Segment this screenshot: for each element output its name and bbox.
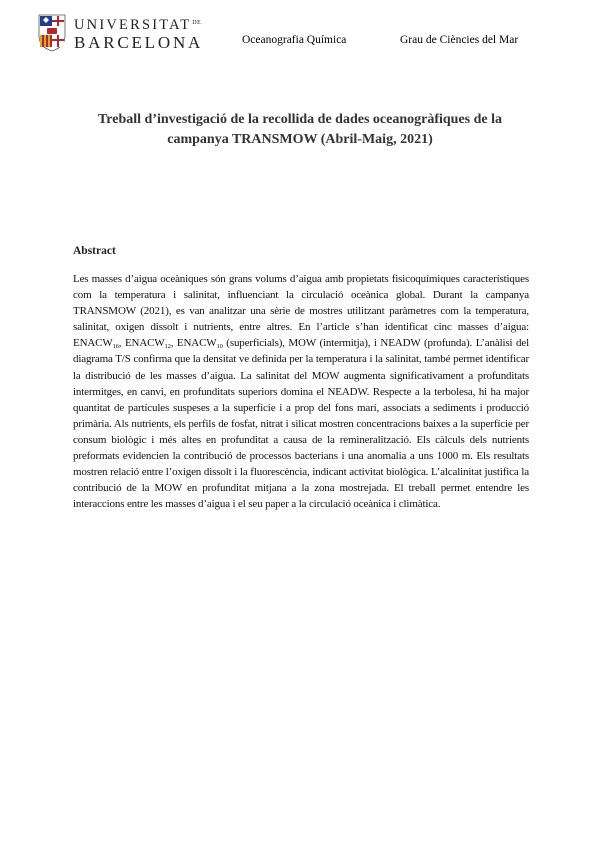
university-shield-icon: [38, 14, 66, 52]
abstract-text-2: , ENACW: [118, 337, 165, 350]
page-header: [38, 14, 538, 56]
header-course: Oceanografia Química: [242, 34, 347, 46]
abstract-text-3: , ENACW: [170, 337, 217, 350]
abstract-sub-12: 12: [164, 343, 171, 351]
logo-universitat: UNIVERSITAT: [74, 17, 192, 33]
abstract-heading: Abstract: [73, 245, 116, 257]
abstract-sub-16: 16: [112, 343, 119, 351]
abstract-body: [73, 271, 529, 512]
abstract-sub-10: 10: [216, 343, 223, 351]
abstract-text-4: (superficials), MOW (intermitja), i NEADW (profunda). L’anàlisi del diagrama T/S confirma que la densitat ve definida per la temperatura i la salinitat, també permet identificar la distribució de les masses d’aigua. La salinitat del MOW augmenta significativament a profunditats intermitges, en canvi, en profunditats superiors domina el NEADW. Respecte a la terbolesa, hi ha major quantitat de partícules suspeses a la superfície i a prop del fons marí, associats a sediments i producció primària. Als nutrients, els perfils de fosfat, nitrat i silicat mostren concentracions baixes a la superfície per consum biològic i més altes en profunditat a causa de la remineralització. Els càlculs dels nutrients preformats evidencien la contribució de processos bacterians i una anomalia a uns 1000 m. Els resultats mostren relació entre l’oxigen dissolt i la fluorescència, indicant activitat biològica. L’alcalinitat justifica la contribució de la MOW en profunditat mitjana a la zona mostrejada. El treball permet entendre les interaccions entre les masses d’aigua i el seu paper a la circulació oceànica i climàtica.: [73, 337, 529, 511]
logo-de: DE: [192, 20, 202, 26]
university-logo-text: [74, 15, 244, 53]
abstract-text-1: Les masses d’aigua oceàniques són grans volums d’aigua amb propietats fisicoquímiques característiques com la temperatura i salinitat, influenciant la circulació oceànica global. Durant la campanya TRANSMOW (2021), es van analitzar una sèrie de mostres utilitzant paràmetres com la temperatura, salinitat, oxigen dissolt i nutrients, entre altres. En l’article s’han identificat cinc masses d’aigua: ENACW: [73, 273, 529, 350]
header-degree: Grau de Ciències del Mar: [400, 34, 519, 46]
logo-barcelona: BARCELONA: [74, 33, 204, 52]
paper-title: Treball d’investigació de la recollida de dades oceanogràfiques de la campanya TRANSMOW (Abril-Maig, 2021): [97, 112, 503, 147]
